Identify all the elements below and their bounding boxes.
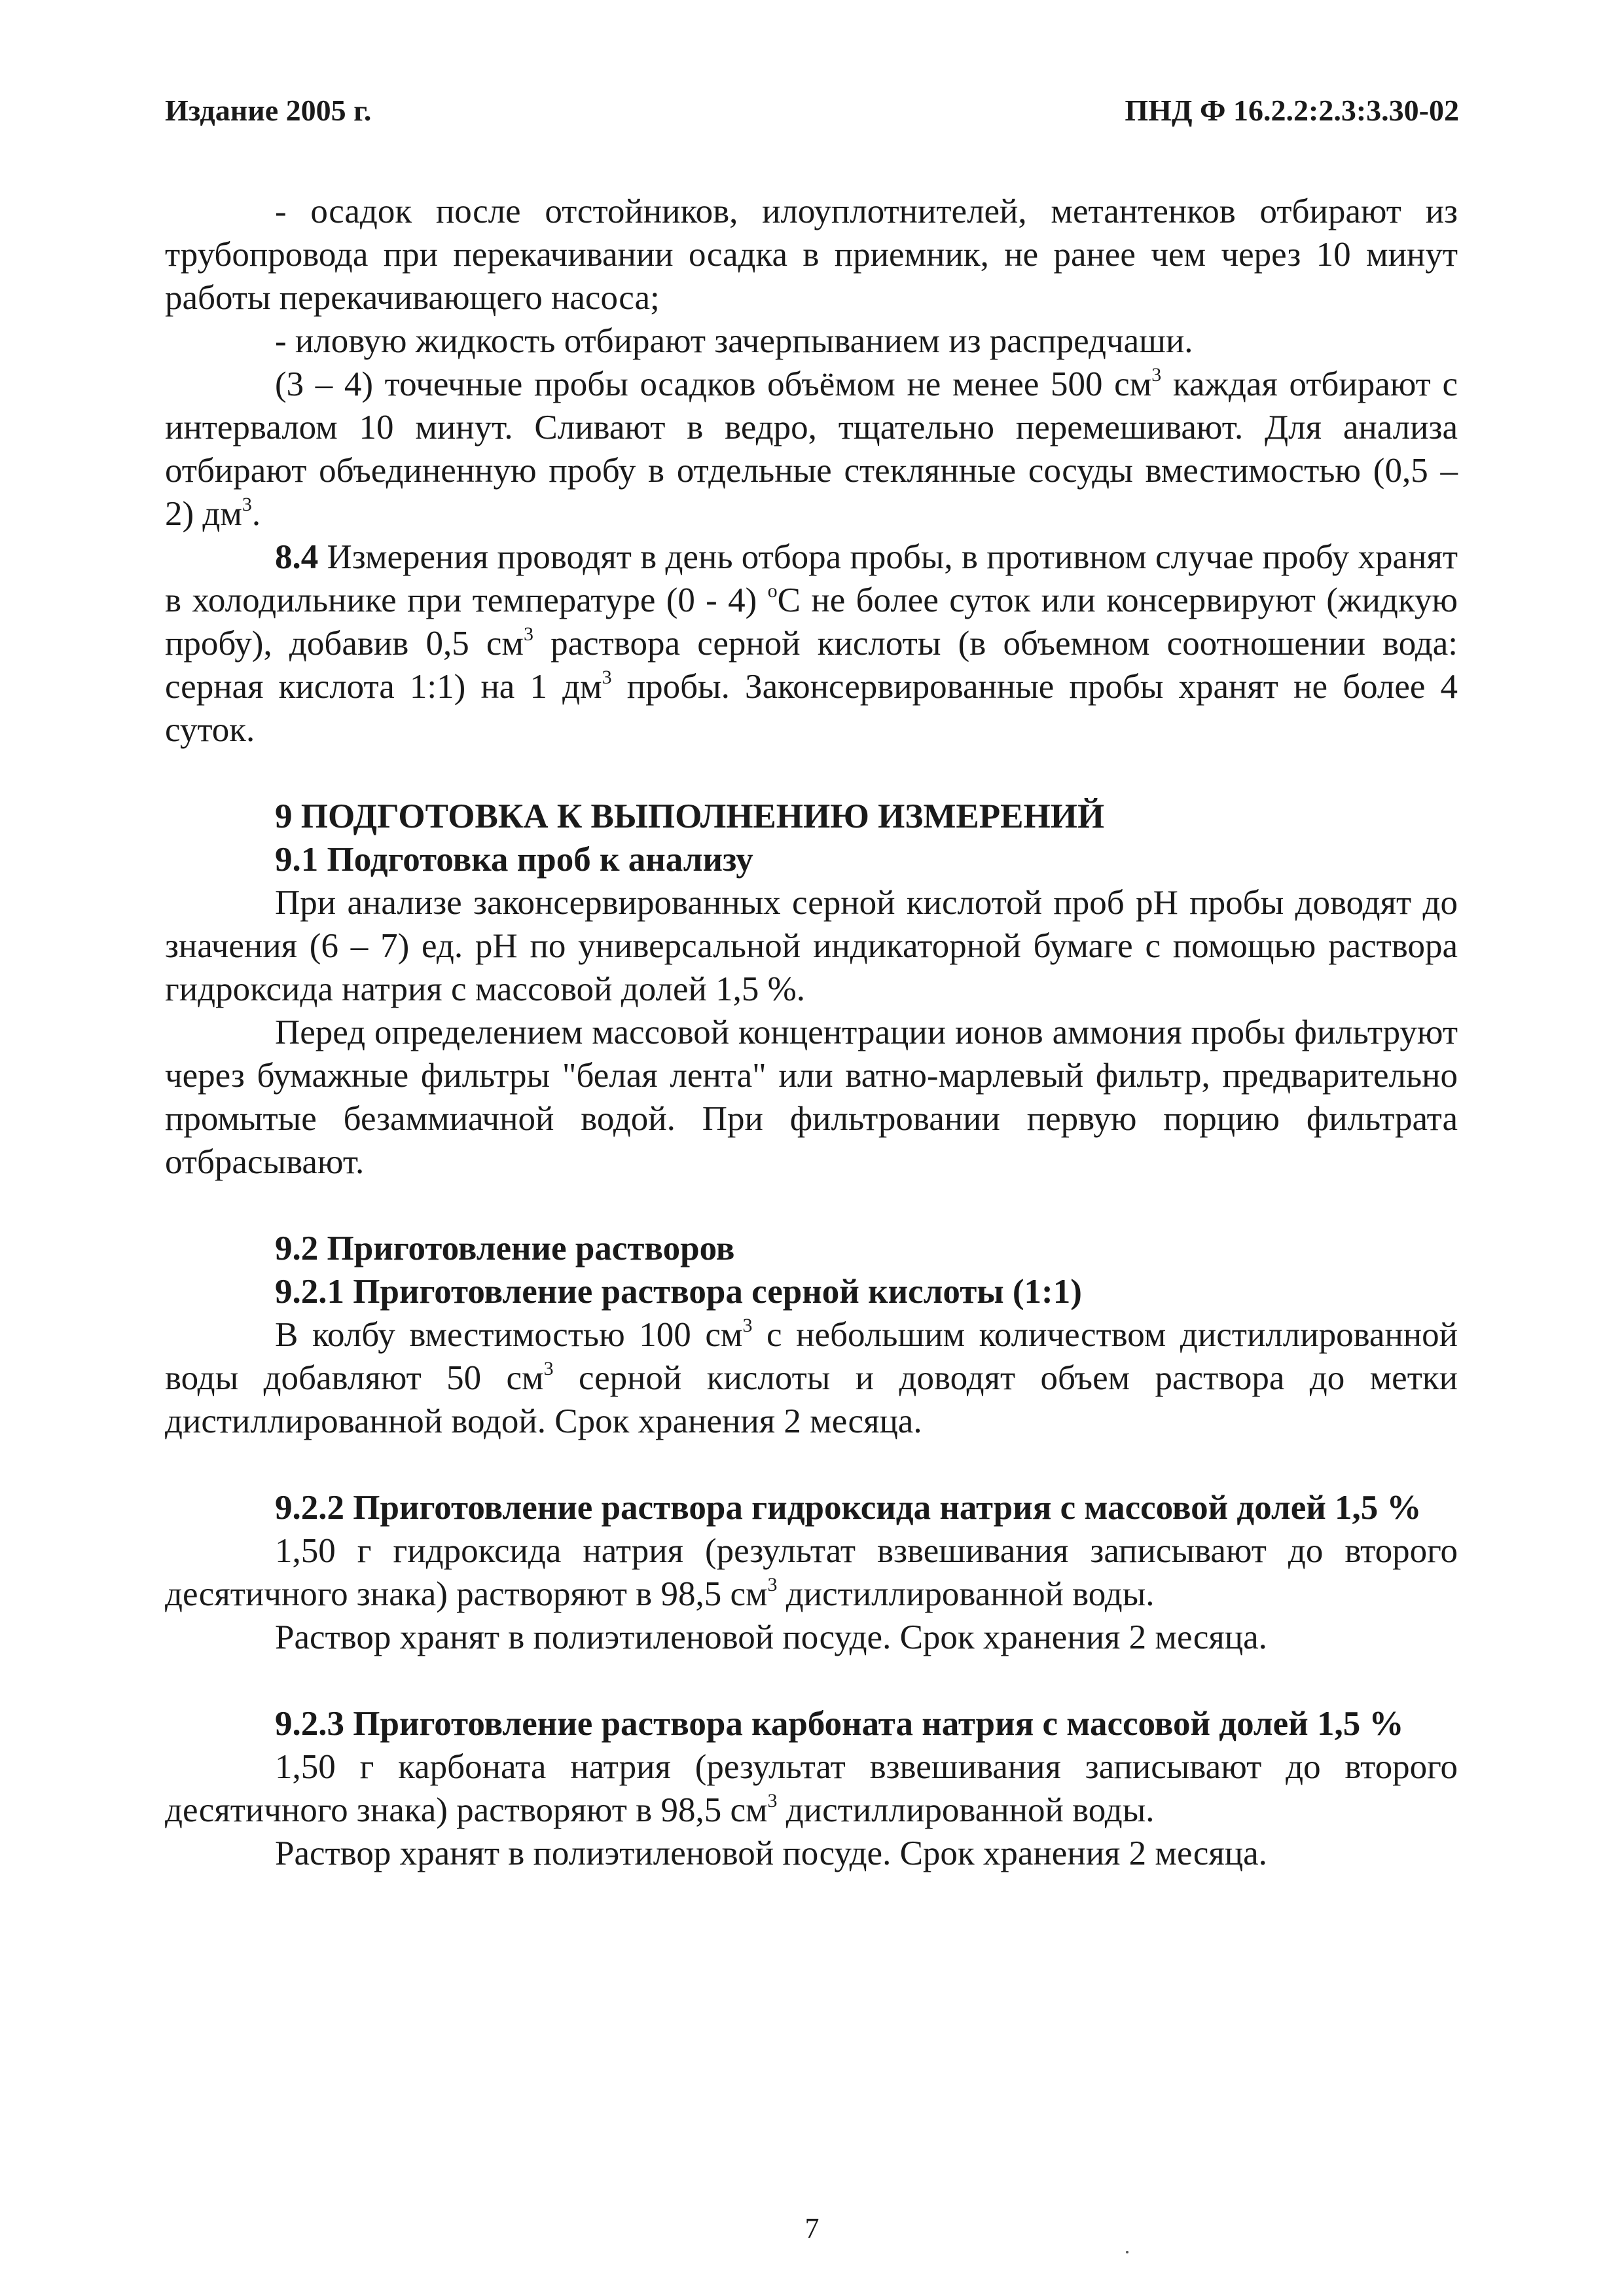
paragraph-sediment: - осадок после отстойников, илоуплотнителей, метантенков отбирают из трубопровода при перекачивании осадка в приемник, не ранее чем через 10 минут работы перекачивающего насоса;	[165, 192, 1458, 317]
paragraph-naoh-storage: Раствор хранят в полиэтиленовой посуде. Срок хранения 2 месяца.	[275, 1618, 1267, 1656]
scan-speck	[1126, 2251, 1128, 2253]
edition-header: Издание 2005 г.	[165, 94, 372, 127]
section-9-heading: 9 ПОДГОТОВКА К ВЫПОЛНЕНИЮ ИЗМЕРЕНИЙ	[275, 797, 1105, 835]
section-9-1-heading: 9.1 Подготовка проб к анализу	[275, 841, 753, 879]
paragraph-filtering: Перед определением массовой концентрации ионов аммония пробы фильтруют через бумажные фильтры "белая лента" или ватно-марлевый фильтр, предварительно промытые безаммиачной водой. При фильтровании первую порцию фильтрата отбрасывают.	[165, 1013, 1458, 1181]
paragraph-ph-adjust: При анализе законсервированных серной кислотой проб pH пробы доводят до значения (6 – 7) ед. pH по универсальной индикаторной бумаге с помощью раствора гидроксида натрия с массовой долей 1,5 %.	[165, 884, 1458, 1008]
page-content	[165, 190, 1458, 1875]
section-9-2-1-heading: 9.2.1 Приготовление раствора серной кислоты (1:1)	[275, 1273, 1082, 1311]
paragraph-sludge-liquid: - иловую жидкость отбирают зачерпыванием из распредчаши.	[275, 322, 1193, 360]
paragraph-na2co3-storage: Раствор хранят в полиэтиленовой посуде. Срок хранения 2 месяца.	[275, 1834, 1267, 1872]
paragraph-na2co3: 1,50 г карбоната натрия (результат взвешивания записывают до второго десятичного знака) растворяют в 98,5 $см^3$ дистиллированной воды.	[165, 1748, 1458, 1829]
section-9-2-3-heading: 9.2.3 Приготовление раствора карбоната натрия с массовой долей 1,5 %	[275, 1705, 1404, 1743]
paragraph-point-samples: (3 – 4) точечные пробы осадков объёмом не менее 500 $см^3$ каждая отбирают с интервалом 10 минут. Сливают в ведро, тщательно перемешивают. Для анализа отбирают объединенную пробу в отдельные стеклянные сосуды вместимостью (0,5 – 2) $дм^3$.	[165, 364, 1458, 533]
section-9-2-2-heading: 9.2.2 Приготовление раствора гидроксида натрия с массовой долей 1,5 %	[275, 1489, 1422, 1527]
document-code-header: ПНД Ф 16.2.2:2.3:3.30-02	[1125, 94, 1459, 127]
section-9-2-heading: 9.2 Приготовление растворов	[275, 1230, 735, 1267]
paragraph-sulfuric-acid: В колбу вместимостью 100 $см^3$ с небольшим количеством дистиллированной воды добавляют 50 $см^3$ серной кислоты и доводят объем раствора до метки дистиллированной водой. Срок хранения 2 месяца.	[165, 1315, 1458, 1440]
paragraph-8-4: 8.4 Измерения проводят в день отбора пробы, в противном случае пробу хранят в холодильнике при температуре (0 - 4) $^o$С не более суток или консервируют (жидкую пробу), добавив 0,5 $см^3$ раствора серной кислоты (в объемном соотношении вода: серная кислота 1:1) на 1 $дм^3$ пробы. Законсервированные пробы хранят не более 4 суток.	[165, 538, 1458, 749]
paragraph-naoh: 1,50 г гидроксида натрия (результат взвешивания записывают до второго десятичного знака) растворяют в 98,5 $см^3$ дистиллированной воды.	[165, 1532, 1458, 1613]
page-number: 7	[804, 2212, 820, 2244]
